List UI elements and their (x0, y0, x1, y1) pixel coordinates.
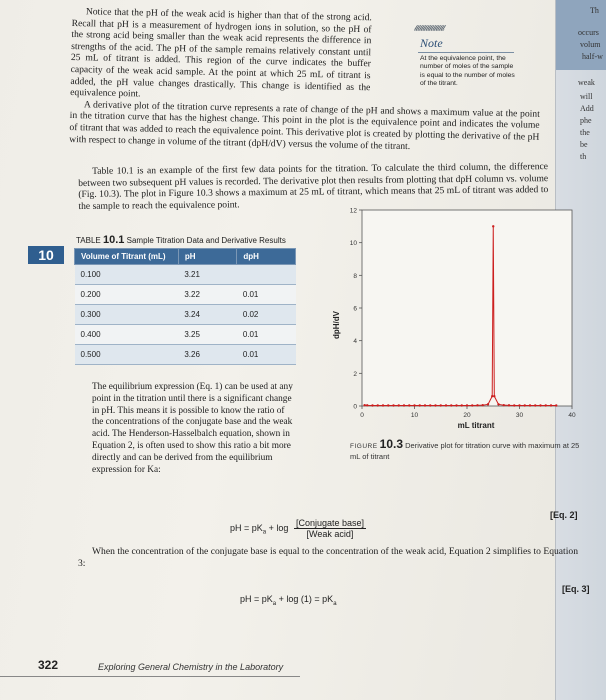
data-point (513, 404, 515, 406)
data-point (482, 404, 484, 406)
x-tick-label: 20 (463, 412, 471, 419)
eq3-subscript-2: a (333, 600, 337, 607)
paragraph-text: Notice that the pH of the weak acid is higher than that of the strong acid. Recall that pH is a measurement of hydrogen ions in solution, so the pH of the strong acid being smaller than the weak acid represents the difference in strengths of the acid. The pH of the sample remains relatively constant until 25 mL of titrant is added. This region of the curve indicates the buffer capacity of the weak acid sample. At the point at which 25 mL of titrant is added, the pH value changes drastically. This change is identified as the equivalence point. (70, 6, 372, 100)
y-tick-label: 6 (353, 305, 357, 313)
data-point (493, 395, 495, 397)
derivative-plot (326, 200, 588, 438)
table-cell: 3.24 (178, 305, 236, 325)
data-point (419, 404, 421, 406)
side-word: Th (590, 6, 599, 15)
data-point (392, 404, 394, 406)
paragraph-equilibrium (92, 382, 296, 476)
y-tick-label: 10 (349, 240, 357, 248)
data-point (524, 404, 526, 406)
table-row (75, 325, 296, 345)
chapter-tab: 10 (28, 246, 64, 264)
data-point (387, 404, 389, 406)
data-point (487, 403, 489, 405)
data-point (476, 404, 478, 406)
equation-3-tag: [Eq. 3] (562, 584, 590, 594)
data-point (450, 404, 452, 406)
y-tick-label: 0 (353, 403, 357, 411)
data-point (466, 404, 468, 406)
data-point (403, 404, 405, 406)
side-word: Add (580, 104, 594, 113)
table-row (75, 285, 296, 305)
data-point (539, 404, 541, 406)
data-point (366, 404, 368, 406)
table-cell: 0.100 (75, 265, 179, 285)
data-point (440, 404, 442, 406)
footer-rule (0, 676, 300, 677)
data-point (503, 404, 505, 406)
data-point (445, 404, 447, 406)
table-cell: 0.300 (75, 305, 179, 325)
data-point (545, 404, 547, 406)
eq3-rest: + log (1) = pK (278, 594, 334, 604)
data-point (550, 404, 552, 406)
note-spiral-decoration: 𝓁𝓁𝓁𝓁𝓁𝓁𝓁𝓁𝓁𝓁𝓁𝓁𝓁𝓁𝓁𝓁𝓁𝓁 (414, 24, 444, 33)
y-tick-label: 2 (353, 370, 357, 378)
data-point (555, 404, 557, 406)
table-cell: 0.01 (237, 345, 296, 365)
equation-3 (240, 594, 337, 607)
table-cell (237, 265, 296, 285)
table-cell: 0.200 (75, 285, 179, 305)
side-word: weak (578, 78, 595, 87)
side-word: volum (580, 40, 601, 49)
side-word: th (580, 152, 587, 161)
figure-number: 10.3 (379, 437, 404, 451)
eq2-plus-log: + log (268, 522, 289, 533)
table-caption (76, 234, 286, 246)
table-cell: 0.01 (237, 325, 296, 345)
titration-data-table (74, 248, 296, 365)
data-point (455, 404, 457, 406)
paragraph-text: The equilibrium expression (Eq. 1) can be used at any point in the titration until there is a significant change in pH. This means it is possible to know the ratio of the concentrations of the conjugate base and the weak acid. The Henderson-Hasselbalch equation, shown in Equation 2, is often used to show this ratio a bit more directly and can be derived from the equilibrium expression for Ka: (92, 382, 293, 475)
table-cell: 3.25 (178, 325, 236, 345)
note-title: Note (420, 36, 443, 50)
y-axis-label: dpH/dV (332, 311, 341, 339)
figure-caption-text: Derivative plot for titration curve with maximum at 25 mL of titrant (350, 441, 580, 461)
table-label: TABLE (76, 236, 101, 245)
x-axis-label: mL titrant (457, 421, 495, 430)
equation-2 (230, 518, 366, 539)
side-word: the (580, 128, 590, 137)
y-tick-label: 12 (349, 207, 357, 215)
data-point (508, 404, 510, 406)
y-tick-label: 4 (353, 338, 357, 346)
data-point (491, 395, 493, 397)
side-word: half-w (582, 52, 603, 61)
data-point (471, 404, 473, 406)
eq2-numerator: [Conjugate base] (295, 518, 364, 528)
table-cell: 3.21 (178, 265, 236, 285)
paragraph-text: When the concentration of the conjugate base is equal to the concentration of the weak acid, Equation 2 simplifies to Equation 3: (78, 546, 578, 569)
data-point (371, 404, 373, 406)
eq2-subscript: a (262, 529, 267, 536)
data-point (377, 404, 379, 406)
data-point (492, 225, 494, 227)
note-text: At the equivalence point, the number of moles of the sample is equal to the number of moles of the titrant. (420, 55, 515, 88)
side-word: occurs (578, 28, 599, 37)
plot-frame (362, 210, 572, 406)
data-point (518, 404, 520, 406)
data-point (497, 403, 499, 405)
x-tick-label: 40 (568, 412, 576, 419)
table-row (75, 305, 296, 325)
eq2-denominator: [Weak acid] (306, 529, 354, 539)
note-divider (418, 52, 514, 53)
data-point (382, 404, 384, 406)
data-point (424, 404, 426, 406)
data-point (398, 404, 400, 406)
chart-axes (362, 210, 572, 406)
table-cell: 0.02 (237, 305, 296, 325)
paragraph-concentration (78, 546, 578, 569)
page-number: 322 (38, 658, 59, 672)
paragraph-text: Table 10.1 is an example of the first few data points for the titration. To calculate the third column, the difference between two subsequent pH values is recorded. The derivative plot then results from plotting that dpH column vs. volume (Fig. 10.3). The plot in Figure 10.3 shows a maximum at 25 mL of titrant, which means that 25 mL of titrant was added to the sample to reach the equivalence point. (78, 161, 549, 212)
table-cell: 0.500 (75, 345, 179, 365)
table-number: 10.1 (102, 234, 125, 246)
data-point (408, 404, 410, 406)
figure-label: FIGURE (350, 443, 378, 450)
x-tick-label: 30 (515, 412, 524, 419)
side-word: will (580, 92, 593, 101)
table-header-row (75, 249, 296, 265)
figure-caption (350, 437, 590, 461)
margin-note (414, 24, 520, 106)
table-cell: 0.400 (75, 325, 179, 345)
table-cell: 3.26 (178, 345, 236, 365)
paragraph-text: A derivative plot of the titration curve represents a rate of change of the pH and shows a maximum value at the point in the titration curve that has the highest change. This point in the plot is the equivalence point and indicates the volume of titrant that was added to reach the equivalence point. This derivative plot is created by plotting the derivative of the pH with respect to change in volume of the titrant (dpH/dV) versus the volume of the titrant. (69, 99, 540, 152)
column-header: Volume of Titrant (mL) (75, 249, 179, 265)
table-row (75, 345, 296, 365)
data-point (434, 404, 436, 406)
column-header: dpH (237, 249, 296, 265)
side-word: phe (580, 116, 592, 125)
table-cell: 3.22 (178, 285, 236, 305)
data-point (461, 404, 463, 406)
data-point (413, 404, 415, 406)
data-point (534, 404, 536, 406)
table-cell: 0.01 (237, 285, 296, 305)
side-word: be (580, 140, 588, 149)
data-point (529, 404, 531, 406)
table-title: Sample Titration Data and Derivative Results (126, 236, 286, 245)
x-tick-label: 10 (410, 412, 419, 419)
table-row (75, 265, 296, 285)
y-tick-label: 8 (353, 272, 357, 280)
eq2-left: pH = pK (230, 522, 263, 533)
data-point (429, 404, 431, 406)
eq3-subscript: a (272, 600, 277, 607)
footer-book-title: Exploring General Chemistry in the Laboratory (98, 662, 284, 672)
equation-2-tag: [Eq. 2] (550, 510, 578, 520)
data-point (363, 404, 365, 406)
x-tick-label: 0 (360, 412, 364, 419)
column-header: pH (178, 249, 236, 265)
eq3-left: pH = pK (240, 594, 273, 604)
